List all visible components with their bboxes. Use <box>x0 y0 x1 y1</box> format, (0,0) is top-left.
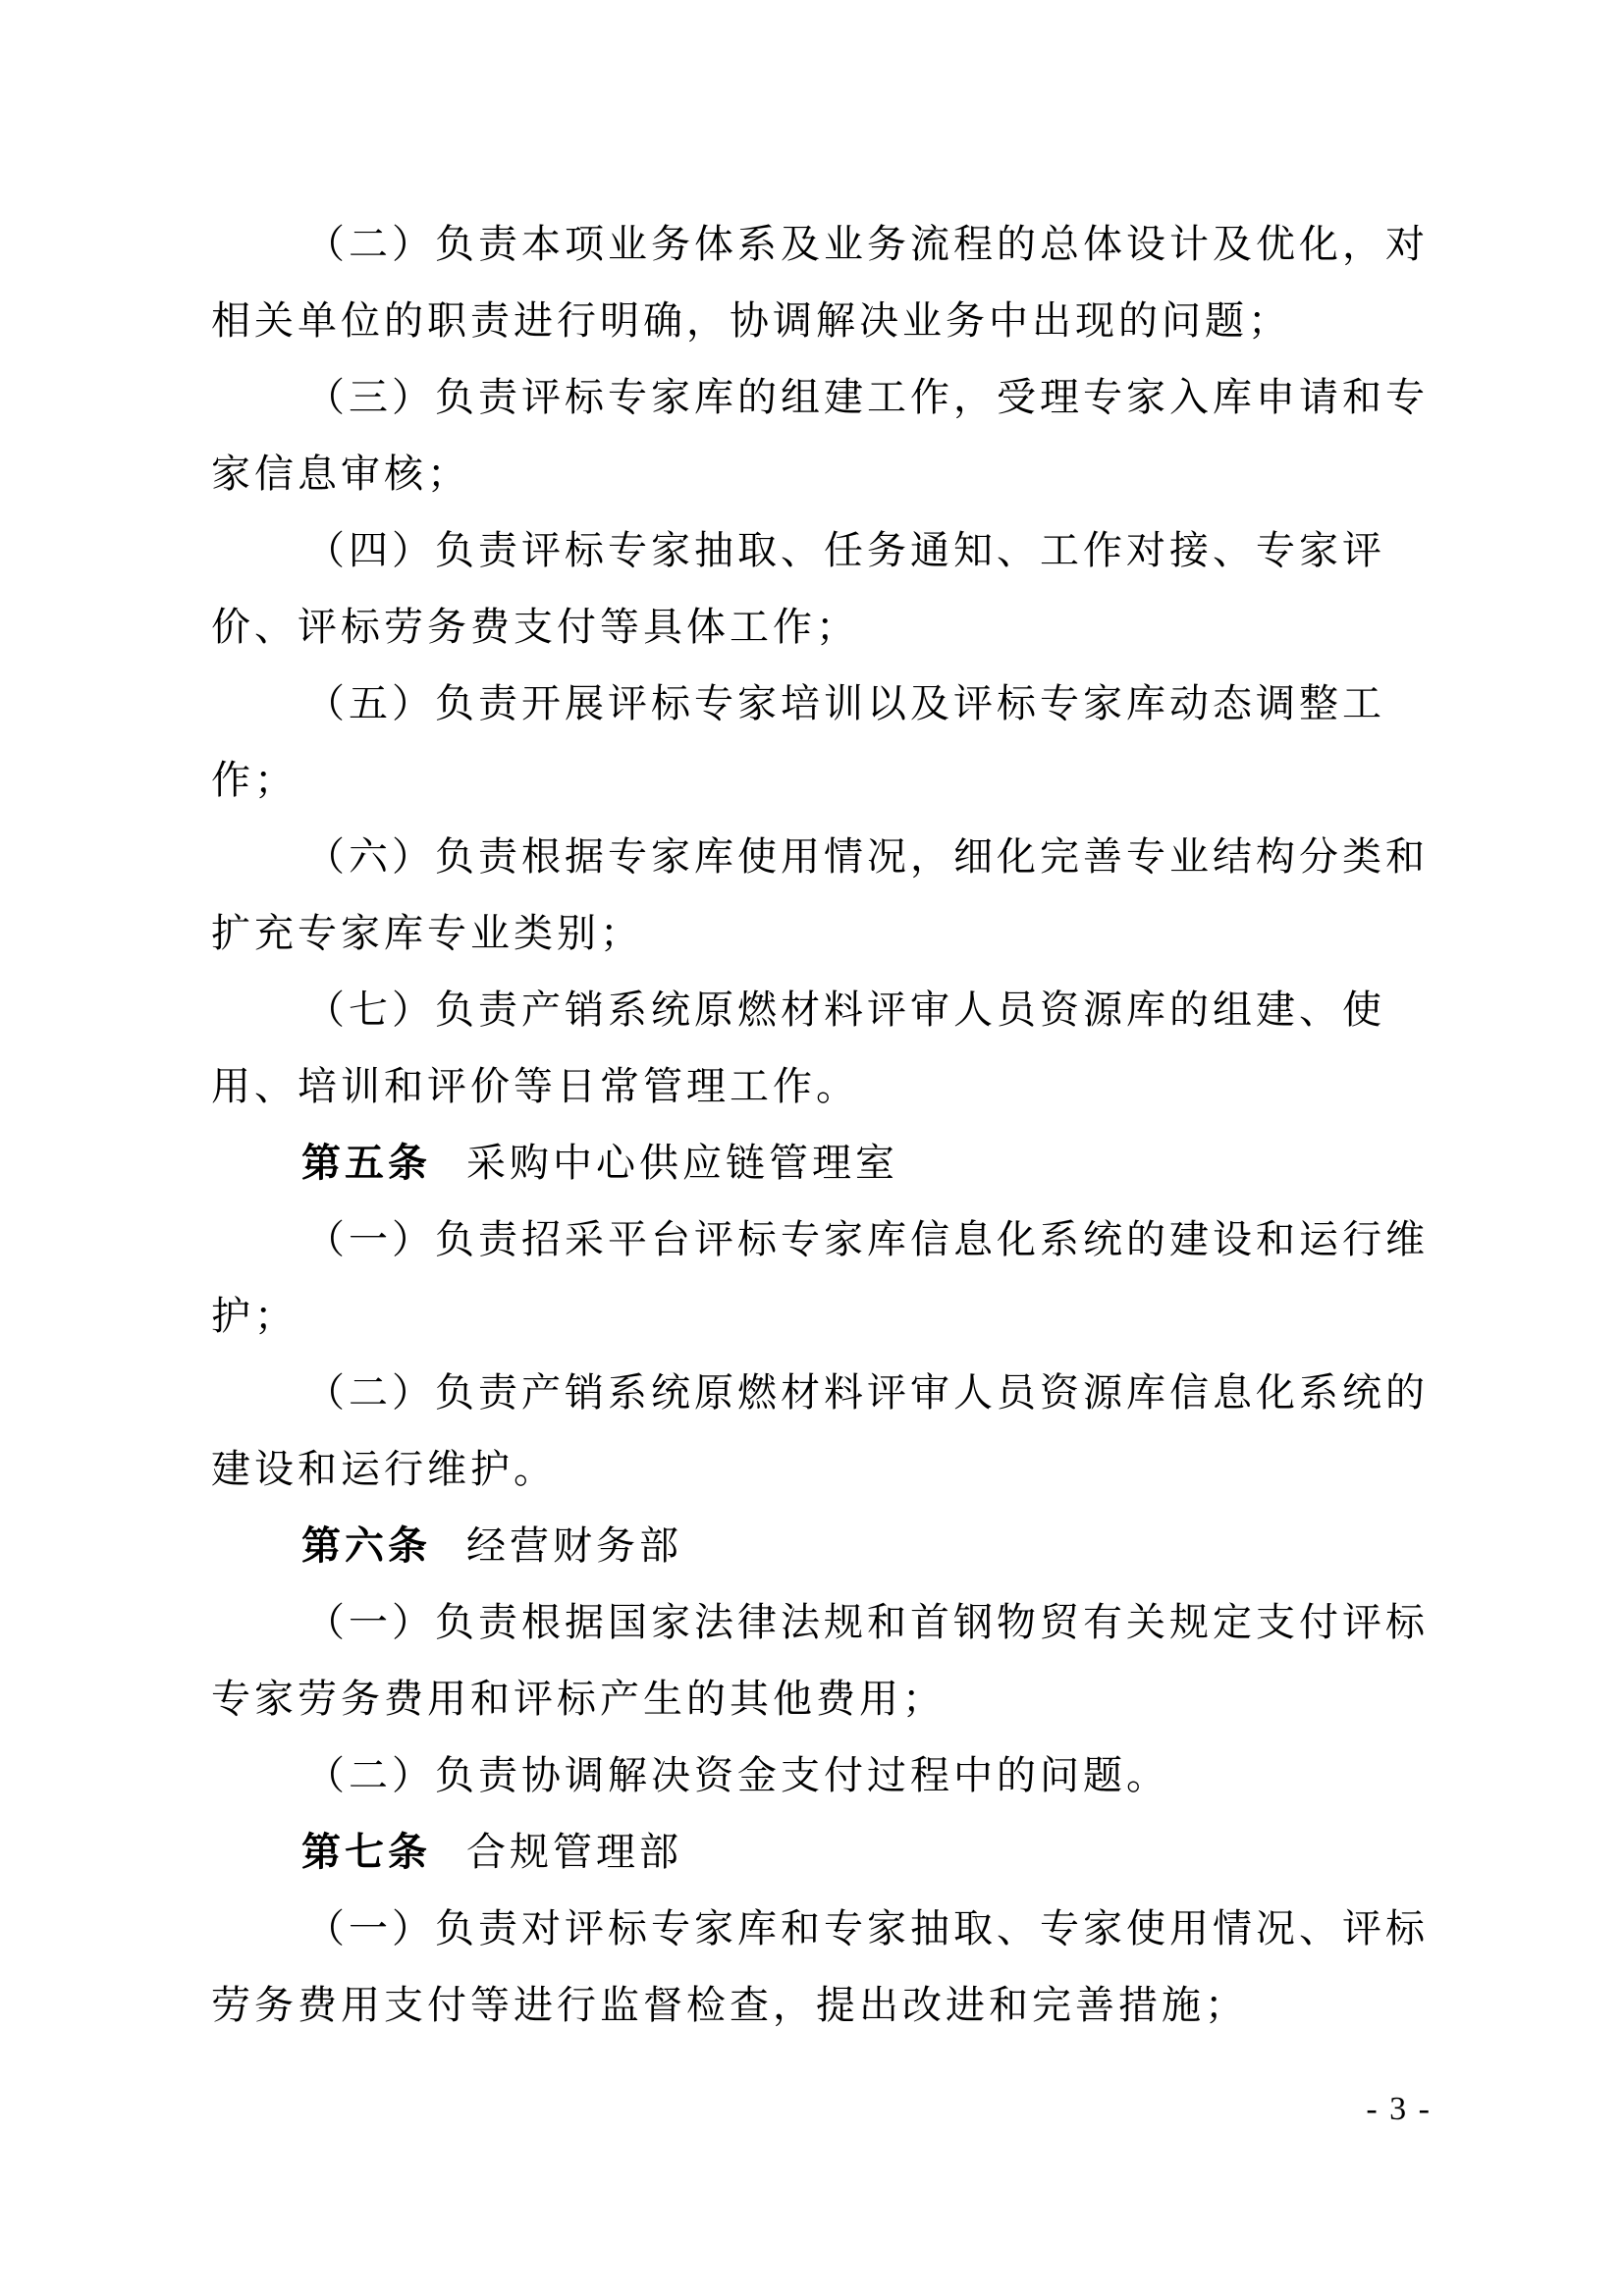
article-6-item-2: （二）负责协调解决资金支付过程中的问题。 <box>305 1753 1169 1798</box>
article-5-title: 采购中心供应链管理室 <box>466 1141 898 1186</box>
article-5-item-2: （二）负责产销系统原燃材料评审人员资源库信息化系统的建设和运行维护。 <box>211 1370 1429 1492</box>
article-6-number: 第六条 <box>301 1523 431 1569</box>
article-5-heading <box>211 1125 1429 1201</box>
paragraph-3: （三）负责评标专家库的组建工作，受理专家入库申请和专家信息审核； <box>211 375 1429 497</box>
article-6-title: 经营财务部 <box>466 1523 682 1569</box>
paragraph-4: （四）负责评标专家抽取、任务通知、工作对接、专家评价、评标劳务费支付等具体工作； <box>211 528 1385 650</box>
paragraph-7: （七）负责产销系统原燃材料评审人员资源库的组建、使用、培训和评价等日常管理工作。 <box>211 988 1385 1109</box>
paragraph-2: （二）负责本项业务体系及业务流程的总体设计及优化，对相关单位的职责进行明确，协调解决业务中出现的问题； <box>211 222 1429 344</box>
article-5-number: 第五条 <box>301 1141 431 1186</box>
article-6-item-1: （一）负责根据国家法律法规和首钢物贸有关规定支付评标专家劳务费用和评标产生的其他费用； <box>211 1600 1429 1722</box>
page-number: - 3 - <box>1366 2091 1432 2127</box>
article-7-number: 第七条 <box>301 1830 431 1875</box>
article-5-item-1: （一）负责招采平台评标专家库信息化系统的建设和运行维护； <box>211 1217 1429 1339</box>
paragraph-5: （五）负责开展评标专家培训以及评标专家库动态调整工作； <box>211 681 1385 803</box>
article-7-item-1: （一）负责对评标专家库和专家抽取、专家使用情况、评标劳务费用支付等进行监督检查，提出改进和完善措施； <box>211 1906 1429 2028</box>
paragraph-6: （六）负责根据专家库使用情况，细化完善专业结构分类和扩充专家库专业类别； <box>211 834 1429 956</box>
document-body <box>211 206 1429 2044</box>
article-7-heading <box>211 1814 1429 1891</box>
article-6-heading <box>211 1508 1429 1584</box>
article-7-title: 合规管理部 <box>466 1830 682 1875</box>
